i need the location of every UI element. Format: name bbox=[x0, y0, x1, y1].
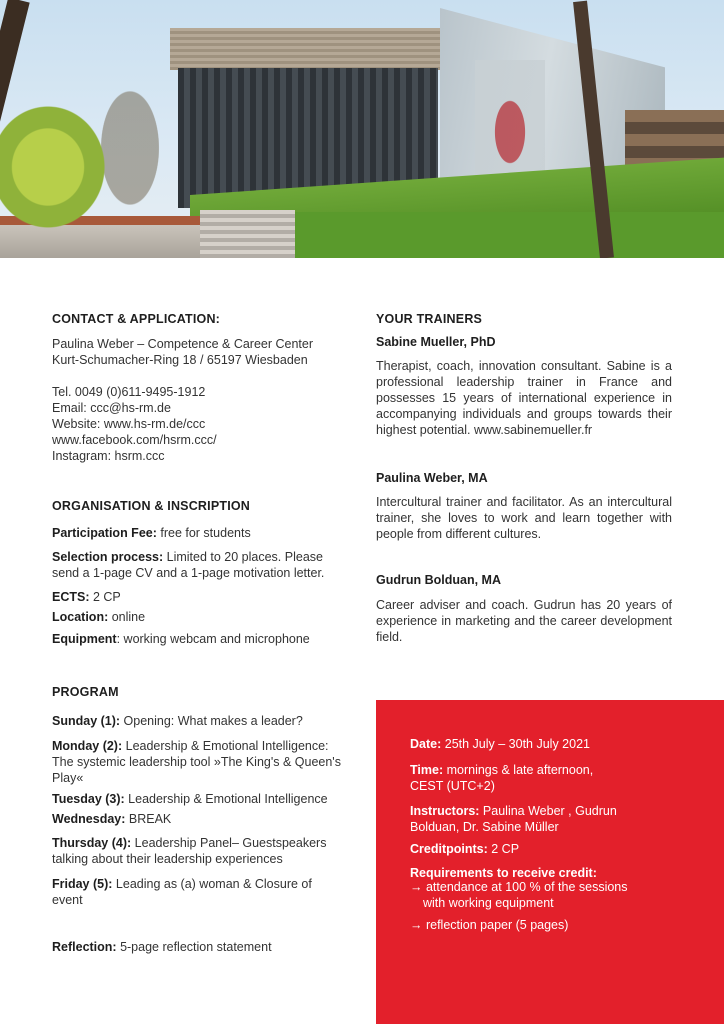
time-line bbox=[410, 762, 625, 794]
monday-value: Leadership & Emotional Intelligence: The systemic leadership tool »The King's & Queen's Play« bbox=[52, 739, 341, 785]
selection-line bbox=[52, 549, 352, 581]
program-thursday bbox=[52, 835, 347, 867]
program-sunday bbox=[52, 713, 352, 729]
fee-label: Participation Fee: bbox=[52, 526, 157, 540]
course-details-box bbox=[376, 700, 724, 1024]
contact-facebook[interactable]: www.facebook.com/hsrm.ccc/ bbox=[52, 433, 217, 447]
lawn bbox=[250, 212, 724, 258]
contact-website[interactable]: Website: www.hs-rm.de/ccc bbox=[52, 417, 206, 431]
date-label: Date: bbox=[410, 737, 442, 751]
stairs bbox=[200, 210, 295, 258]
instructors-line bbox=[410, 803, 650, 835]
building-roof bbox=[170, 28, 445, 70]
requirement-item-2: → reflection paper (5 pages) bbox=[410, 918, 569, 932]
program-wednesday bbox=[52, 811, 352, 827]
trainer2-name: Paulina Weber, MA bbox=[376, 471, 488, 485]
ects-line bbox=[52, 589, 352, 605]
wednesday-value: BREAK bbox=[125, 812, 172, 826]
friday-label: Friday (5): bbox=[52, 877, 113, 891]
requirement-item-1b: with working equipment bbox=[423, 896, 554, 910]
tuesday-label: Tuesday (3): bbox=[52, 792, 125, 806]
selection-value: Limited to 20 places. Please send a 1-page CV and a 1-page motivation letter. bbox=[52, 550, 325, 580]
program-monday bbox=[52, 738, 342, 786]
program-friday bbox=[52, 876, 337, 908]
contact-title: CONTACT & APPLICATION: bbox=[52, 312, 221, 326]
instructors-label: Instructors: bbox=[410, 804, 480, 818]
trainer2-bio: Intercultural trainer and facilitator. As an intercultural trainer, she loves to work and learn together with people from different cultures. bbox=[376, 495, 672, 541]
sunday-label: Sunday (1): bbox=[52, 714, 121, 728]
contact-tel: Tel. 0049 (0)611-9495-1912 bbox=[52, 385, 206, 399]
requirements-label: Requirements to receive credit: bbox=[410, 866, 597, 880]
equipment-value: : working webcam and microphone bbox=[116, 632, 310, 646]
trainers-title: YOUR TRAINERS bbox=[376, 312, 483, 326]
credit-label: Creditpoints: bbox=[410, 842, 488, 856]
organisation-title: ORGANISATION & INSCRIPTION bbox=[52, 499, 251, 513]
credit-value: 2 CP bbox=[487, 842, 520, 856]
fee-value: free for students bbox=[156, 526, 251, 540]
contact-email[interactable]: Email: ccc@hs-rm.de bbox=[52, 401, 171, 415]
tree-green bbox=[0, 90, 120, 230]
trainer3-name: Gudrun Bolduan, MA bbox=[376, 573, 501, 587]
sunday-value: Opening: What makes a leader? bbox=[120, 714, 303, 728]
hero-photo-building bbox=[0, 0, 724, 258]
date-line bbox=[410, 736, 700, 752]
trainer1-bio: Therapist, coach, innovation consultant. Sabine is a professional leadership trainer in France and possesses 15 years of international experience in accompanying individuals and groups towards their highest potential. www.sabinemueller.fr bbox=[376, 359, 672, 437]
location-line bbox=[52, 609, 352, 625]
time-label: Time: bbox=[410, 763, 444, 777]
time-value: mornings & late afternoon, CEST (UTC+2) bbox=[410, 763, 594, 793]
tuesday-value: Leadership & Emotional Intelligence bbox=[124, 792, 328, 806]
location-label: Location: bbox=[52, 610, 109, 624]
contact-line1: Paulina Weber – Competence & Career Center bbox=[52, 337, 314, 351]
reflection-value: 5-page reflection statement bbox=[116, 940, 272, 954]
thursday-label: Thursday (4): bbox=[52, 836, 132, 850]
contact-block bbox=[52, 336, 352, 464]
friday-value: Leading as (a) woman & Closure of event bbox=[52, 877, 312, 907]
contact-line2: Kurt-Schumacher-Ring 18 / 65197 Wiesbaden bbox=[52, 353, 308, 367]
thursday-value: Leadership Panel– Guestspeakers talking about their leadership experiences bbox=[52, 836, 327, 866]
instructors-value: Paulina Weber , Gudrun Bolduan, Dr. Sabine Müller bbox=[410, 804, 617, 834]
ects-label: ECTS: bbox=[52, 590, 90, 604]
program-reflection bbox=[52, 939, 352, 955]
date-value: 25th July – 30th July 2021 bbox=[441, 737, 590, 751]
location-value: online bbox=[108, 610, 146, 624]
requirement-item-1: → attendance at 100 % of the sessions bbox=[410, 880, 628, 894]
trainer3-bio: Career adviser and coach. Gudrun has 20 years of experience in marketing and the career development field. bbox=[376, 598, 672, 644]
fee-line bbox=[52, 525, 352, 541]
program-tuesday bbox=[52, 791, 352, 807]
reflection-label: Reflection: bbox=[52, 940, 117, 954]
program-title: PROGRAM bbox=[52, 685, 119, 699]
facade-artwork bbox=[475, 60, 545, 180]
selection-label: Selection process: bbox=[52, 550, 164, 564]
trainer1-name: Sabine Mueller, PhD bbox=[376, 335, 496, 349]
ects-value: 2 CP bbox=[89, 590, 121, 604]
credit-line bbox=[410, 841, 700, 857]
contact-instagram[interactable]: Instagram: hsrm.ccc bbox=[52, 449, 165, 463]
monday-label: Monday (2): bbox=[52, 739, 123, 753]
equipment-line bbox=[52, 631, 352, 647]
equipment-label: Equipment bbox=[52, 632, 117, 646]
wednesday-label: Wednesday: bbox=[52, 812, 126, 826]
